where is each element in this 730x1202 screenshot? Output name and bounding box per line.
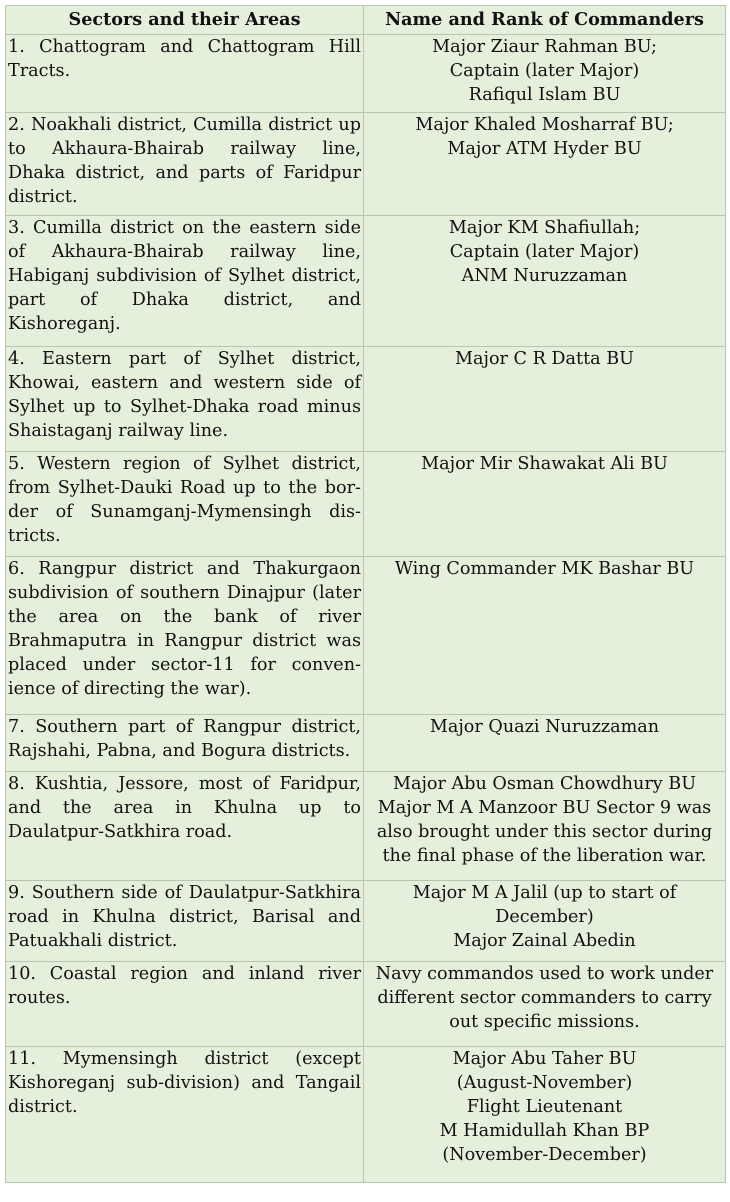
table-row — [6, 962, 726, 1047]
table-row — [6, 452, 726, 557]
commander-cell: Wing Commander MK Bashar BU — [364, 557, 726, 715]
table-row — [6, 113, 726, 216]
table-row — [6, 557, 726, 715]
table-row — [6, 881, 726, 962]
table-row — [6, 35, 726, 113]
header-sectors-areas: Sectors and their Areas — [6, 6, 364, 35]
commander-cell: Navy commandos used to work under different sector commanders to carry out specific missions. — [364, 962, 726, 1047]
sectors-table — [5, 5, 726, 1183]
commander-cell: Major Abu Taher BU (August-November) Flight Lieutenant M Hamidullah Khan BP (November-December) — [364, 1047, 726, 1183]
sector-area-cell: 9. Southern side of Daulatpur-Satkhira road in Khulna district, Barisal and Patuakhali district. — [6, 881, 364, 962]
table-row — [6, 216, 726, 347]
sector-area-cell: 10. Coastal region and inland river routes. — [6, 962, 364, 1047]
sector-area-cell: 2. Noakhali district, Cumilla district up to Akhaura-Bhairab railway line, Dhaka district, and parts of Faridpur district. — [6, 113, 364, 216]
sector-area-cell: 5. Western region of Sylhet district, from Sylhet-Dauki Road up to the border of Sunamganj-Mymensingh districts. — [6, 452, 364, 557]
commander-cell: Major KM Shafiullah; Captain (later Major) ANM Nuruzzaman — [364, 216, 726, 347]
commander-cell: Major C R Datta BU — [364, 347, 726, 452]
header-row — [6, 6, 726, 35]
commander-cell: Major Abu Osman Chowdhury BU Major M A Manzoor BU Sector 9 was also brought under this sector during the final phase of the liberation war. — [364, 772, 726, 881]
sector-area-cell: 7. Southern part of Rangpur district, Rajshahi, Pabna, and Bogura districts. — [6, 715, 364, 772]
sector-area-cell: 6. Rangpur district and Thakurgaon subdivision of southern Dinajpur (later the area on the bank of river Brahmaputra in Rangpur district was placed under sector-11 for convenience of directing the war). — [6, 557, 364, 715]
commander-cell: Major Quazi Nuruzzaman — [364, 715, 726, 772]
table-row — [6, 1047, 726, 1183]
commander-cell: Major Khaled Mosharraf BU; Major ATM Hyder BU — [364, 113, 726, 216]
sector-area-cell: 8. Kushtia, Jessore, most of Faridpur, and the area in Khulna up to Daulatpur-Satkhira road. — [6, 772, 364, 881]
sector-area-cell: 11. Mymensingh district (except Kishoreganj sub-division) and Tangail district. — [6, 1047, 364, 1183]
table-row — [6, 347, 726, 452]
sector-area-cell: 3. Cumilla district on the eastern side of Akhaura-Bhairab railway line, Habiganj subdivision of Sylhet district, part of Dhaka district, and Kishoreganj. — [6, 216, 364, 347]
table-row — [6, 715, 726, 772]
commander-cell: Major Mir Shawakat Ali BU — [364, 452, 726, 557]
commander-cell: Major M A Jalil (up to start of December) Major Zainal Abedin — [364, 881, 726, 962]
table-row — [6, 772, 726, 881]
sector-area-cell: 4. Eastern part of Sylhet district, Khowai, eastern and western side of Sylhet up to Sylhet-Dhaka road minus Shaistaganj railway line. — [6, 347, 364, 452]
commander-cell: Major Ziaur Rahman BU; Captain (later Major) Rafiqul Islam BU — [364, 35, 726, 113]
sector-area-cell: 1. Chattogram and Chattogram Hill Tracts. — [6, 35, 364, 113]
header-commanders: Name and Rank of Commanders — [364, 6, 726, 35]
